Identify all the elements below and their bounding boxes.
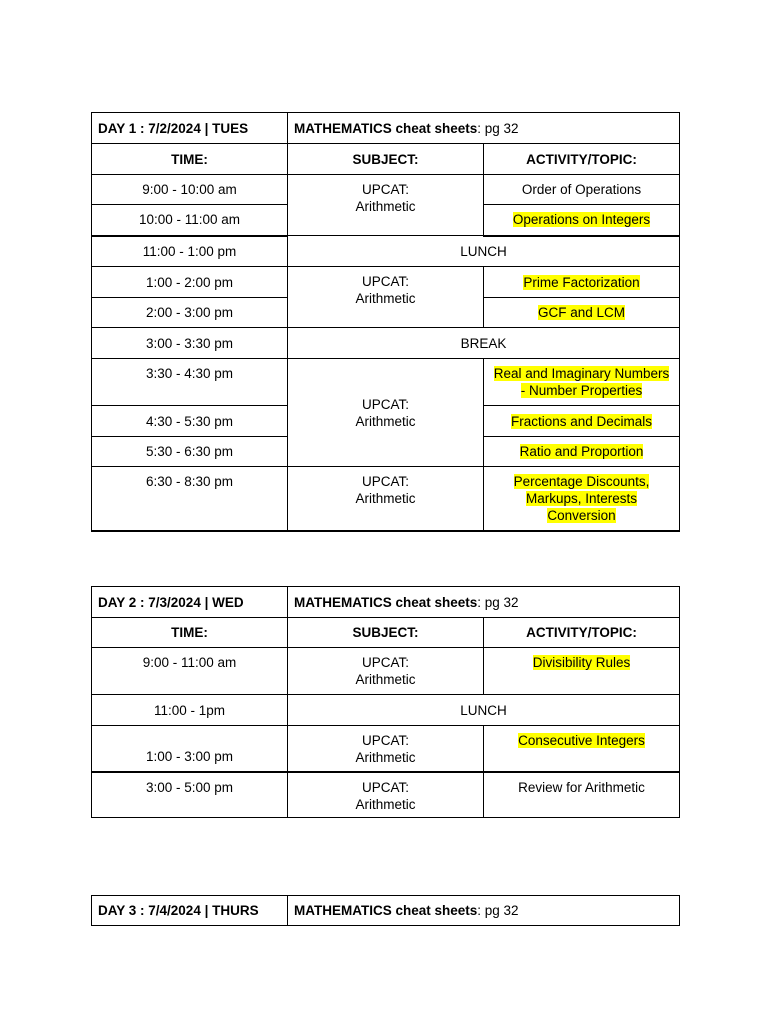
column-header-row [92, 144, 680, 175]
time-cell: 11:00 - 1:00 pm [92, 236, 288, 267]
time-cell: 1:00 - 3:00 pm [92, 726, 288, 772]
highlighted-topic: Prime Factorization [523, 274, 640, 290]
subject-cell: UPCAT: Arithmetic [288, 467, 484, 531]
subject-cell: UPCAT: Arithmetic [288, 726, 484, 772]
table-row [92, 648, 680, 695]
day-2-schedule-table [91, 586, 680, 818]
column-header-row [92, 618, 680, 648]
activity-cell: Review for Arithmetic [484, 772, 680, 818]
time-cell: 5:30 - 6:30 pm [92, 437, 288, 467]
table-row [92, 328, 680, 359]
lunch-cell: LUNCH [288, 695, 680, 726]
highlighted-topic: Real and Imaginary Numbers - Number Properties [493, 366, 670, 398]
table-row [92, 236, 680, 267]
day-header-row [92, 896, 680, 926]
time-cell: 11:00 - 1pm [92, 695, 288, 726]
table-row [92, 726, 680, 772]
activity-cell [484, 298, 680, 328]
time-cell: 4:30 - 5:30 pm [92, 406, 288, 437]
subject-cell: UPCAT: Arithmetic [288, 267, 484, 328]
day-label: DAY 3 : 7/4/2024 | THURS [92, 896, 288, 926]
subject-cell: UPCAT: Arithmetic [288, 359, 484, 467]
break-cell: BREAK [288, 328, 680, 359]
day-header-row [92, 587, 680, 618]
day-header-row [92, 113, 680, 144]
activity-cell [484, 437, 680, 467]
day-label: DAY 1 : 7/2/2024 | TUES [92, 113, 288, 144]
time-cell: 3:30 - 4:30 pm [92, 359, 288, 406]
table-row [92, 267, 680, 298]
table-row [92, 695, 680, 726]
highlighted-topic: Percentage Discounts, Markups, Interests Conversion [513, 474, 650, 523]
notes-reference: MATHEMATICS cheat sheets: pg 32 [288, 896, 680, 926]
time-cell: 3:00 - 5:00 pm [92, 772, 288, 818]
activity-cell [484, 267, 680, 298]
highlighted-topic: Operations on Integers [512, 212, 651, 228]
subject-header: SUBJECT: [288, 618, 484, 648]
day-3-schedule-table [91, 895, 680, 926]
highlighted-topic: Ratio and Proportion [519, 444, 644, 459]
day-label: DAY 2 : 7/3/2024 | WED [92, 587, 288, 618]
activity-cell [484, 406, 680, 437]
time-cell: 9:00 - 11:00 am [92, 648, 288, 695]
notes-reference: MATHEMATICS cheat sheets: pg 32 [288, 587, 680, 618]
activity-cell: Order of Operations [484, 175, 680, 205]
subject-cell: UPCAT: Arithmetic [288, 175, 484, 236]
day-1-schedule-table [91, 112, 680, 532]
subject-header: SUBJECT: [288, 144, 484, 175]
time-header: TIME: [92, 144, 288, 175]
time-cell: 3:00 - 3:30 pm [92, 328, 288, 359]
table-row [92, 175, 680, 205]
time-cell: 10:00 - 11:00 am [92, 205, 288, 236]
subject-cell: UPCAT: Arithmetic [288, 648, 484, 695]
activity-cell [484, 205, 680, 236]
time-cell: 6:30 - 8:30 pm [92, 467, 288, 531]
activity-header: ACTIVITY/TOPIC: [484, 144, 680, 175]
time-cell: 1:00 - 2:00 pm [92, 267, 288, 298]
highlighted-topic: GCF and LCM [537, 305, 626, 320]
activity-cell [484, 648, 680, 695]
subject-cell: UPCAT: Arithmetic [288, 772, 484, 818]
table-row [92, 359, 680, 406]
notes-reference: MATHEMATICS cheat sheets: pg 32 [288, 113, 680, 144]
activity-header: ACTIVITY/TOPIC: [484, 618, 680, 648]
time-header: TIME: [92, 618, 288, 648]
activity-cell [484, 726, 680, 772]
highlighted-topic: Divisibility Rules [532, 655, 631, 670]
table-row [92, 467, 680, 531]
time-cell: 9:00 - 10:00 am [92, 175, 288, 205]
activity-cell [484, 467, 680, 531]
time-cell: 2:00 - 3:00 pm [92, 298, 288, 328]
highlighted-topic: Consecutive Integers [518, 733, 645, 748]
lunch-cell: LUNCH [288, 236, 680, 267]
table-row [92, 772, 680, 818]
highlighted-topic: Fractions and Decimals [510, 413, 653, 429]
activity-cell [484, 359, 680, 406]
